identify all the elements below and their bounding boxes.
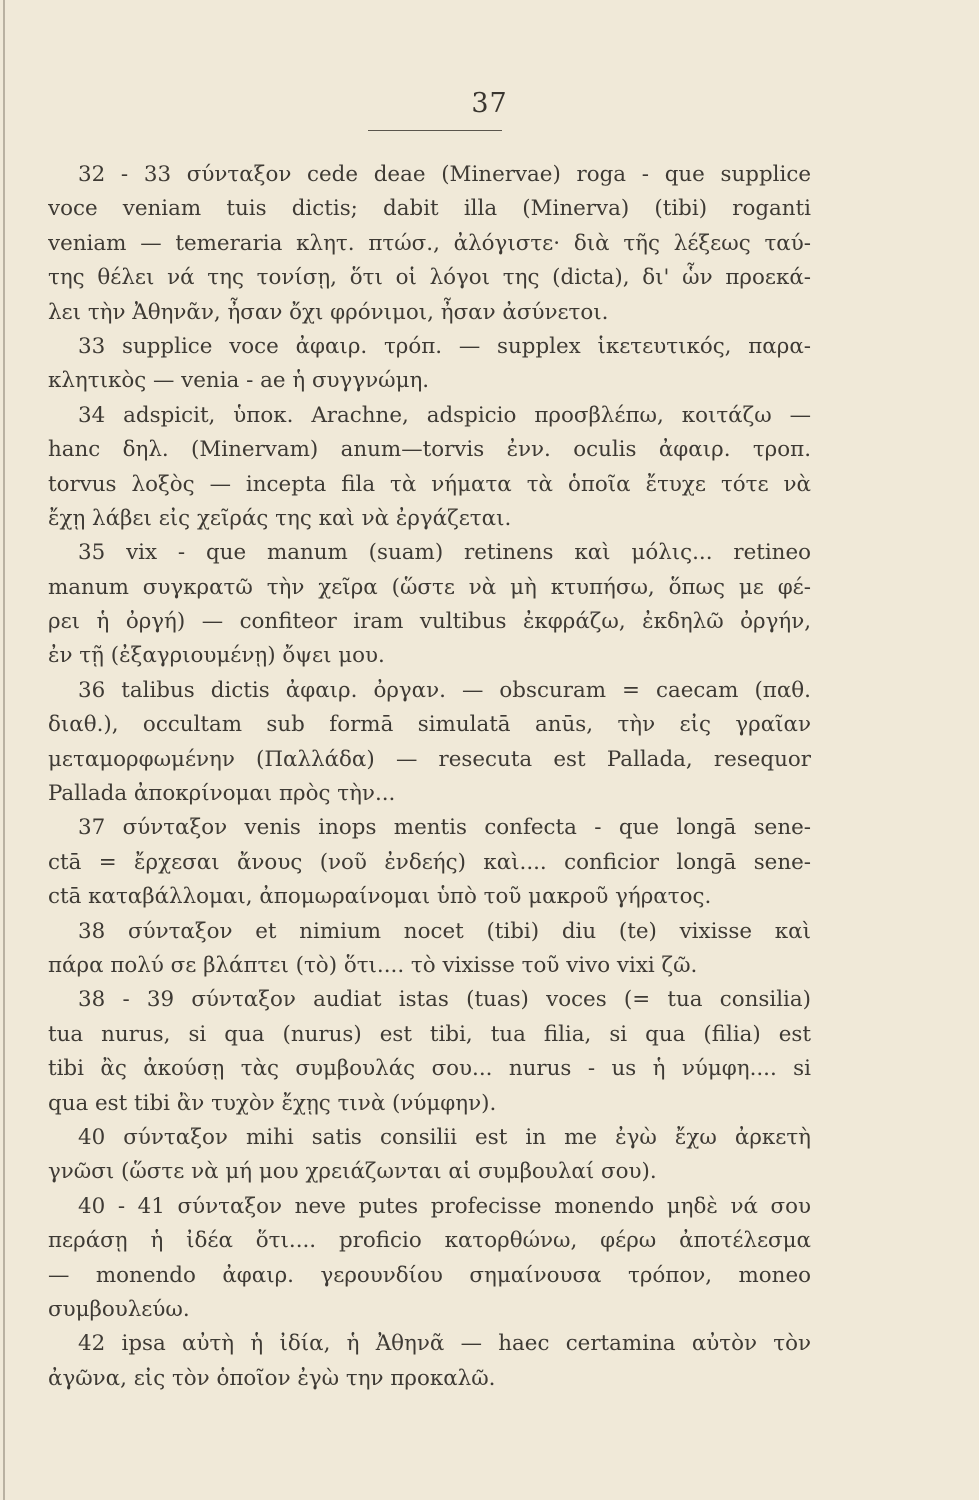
text-line: 36 talibus dictis ἀφαιρ. ὀργαν. — obscuram = caecam (παθ. [78,677,811,703]
text-line: 35 vix - que manum (suam) retinens καὶ μόλις... retineo [78,540,811,566]
text-line: — monendo ἀφαιρ. γερουνδίου σημαίνουσα τρόπον, moneo [48,1262,811,1288]
text-line: 34 adspicit, ὑποκ. Arachne, adspicio προσβλέπω, κοιτάζω — [78,402,811,428]
text-line: γνῶσι (ὥστε νὰ μή μου χρειάζωνται αἱ συμβουλαί σου). [48,1159,657,1185]
text-line: μεταμορφωμένην (Παλλάδα) — resecuta est Pallada, resequor [48,746,811,772]
text-line: qua est tibi ἂν τυχὸν ἔχῃς τινὰ (νύμφην). [48,1090,497,1116]
text-line: λει τὴν Ἀθηνᾶν, ἦσαν ὄχι φρόνιμοι, ἦσαν ἀσύνετοι. [48,299,609,325]
text-line: της θέλει νά της τονίσῃ, ὅτι οἱ λόγοι της (dicta), δι' ὧν προεκά- [48,265,811,291]
text-line: 38 σύνταξον et nimium nocet (tibi) diu (te) vixisse καὶ [78,918,811,944]
text-line: voce veniam tuis dictis; dabit illa (Minerva) (tibi) roganti [48,196,811,222]
text-line: veniam — temeraria κλητ. πτώσ., ἀλόγιστε· διὰ τῆς λέξεως ταύ- [48,230,811,256]
text-line: κλητικὸς — venia - ae ἡ συγγνώμη. [48,368,430,394]
text-line: ρει ἡ ὀργή) — confiteor iram vultibus ἐκφράζω, ἐκδηλῶ ὀργήν, [48,609,811,635]
commentary-text [48,158,811,1396]
text-line: 38 - 39 σύνταξον audiat istas (tuas) voces (= tua consilia) [78,987,811,1013]
text-line: 37 σύνταξον venis inops mentis confecta - que longā sene- [78,815,811,841]
text-line: ἀγῶνα, εἰς τὸν ὁποῖον ἐγὼ την προκαλῶ. [48,1365,496,1391]
text-line: ctā = ἔρχεσαι ἄνους (νοῦ ἐνδεής) καὶ.... conficior longā sene- [48,849,811,875]
text-line: 32 - 33 σύνταξον cede deae (Minervae) roga - que supplice [78,162,811,187]
text-line: Pallada ἀποκρίνομαι πρὸς τὴν... [48,781,396,807]
text-line: ἔχῃ λάβει εἰς χεῖράς της καὶ νὰ ἐργάζεται. [48,505,512,531]
text-line: 40 σύνταξον mihi satis consilii est in me ἐγὼ ἔχω ἀρκετὴ [78,1124,811,1150]
text-line: ctā καταβάλλομαι, ἀπομωραίνομαι ὑπὸ τοῦ μακροῦ γήρατος. [48,884,712,910]
page-number: 37 [471,88,508,119]
text-line: 42 ipsa αὐτὴ ἡ ἰδία, ἡ Ἀθηνᾶ — haec certamina αὐτὸν τὸν [78,1331,811,1357]
text-line: torvus λοξὸς — incepta fila τὰ νήματα τὰ ὁποῖα ἔτυχε τότε νὰ [48,471,811,497]
text-line: tua nurus, si qua (nurus) est tibi, tua filia, si qua (filia) est [48,1021,811,1047]
text-line: περάσῃ ἡ ἰδέα ὅτι.... proficio κατορθώνω, φέρω ἀποτέλεσμα [48,1228,811,1254]
text-line: διαθ.), occultam sub formā simulatā anūs, τὴν εἰς γραῖαν [48,712,811,738]
text-line: hanc δηλ. (Minervam) anum—torvis ἐνν. oculis ἀφαιρ. τροπ. [48,437,811,463]
text-line: συμβουλεύω. [48,1296,190,1322]
page-edge [3,0,5,1500]
header-rule [368,130,502,131]
text-line: 33 supplice voce ἀφαιρ. τρόπ. — supplex ἱκετευτικός, παρα- [78,333,811,359]
text-line: ἐν τῇ (ἐξαγριουμένῃ) ὄψει μου. [48,643,385,669]
text-line: tibi ἂς ἀκούσῃ τὰς συμβουλάς σου... nurus - us ἡ νύμφη.... si [48,1056,811,1082]
text-line: πάρα πολύ σε βλάπτει (τὸ) ὅτι.... τὸ vixisse τοῦ vivo vixi ζῶ. [48,952,698,978]
text-line: 40 - 41 σύνταξον neve putes profecisse monendo μηδὲ νά σου [78,1193,811,1219]
text-line: manum συγκρατῶ τὴν χεῖρα (ὥστε νὰ μὴ κτυπήσω, ὅπως με φέ- [48,574,811,600]
